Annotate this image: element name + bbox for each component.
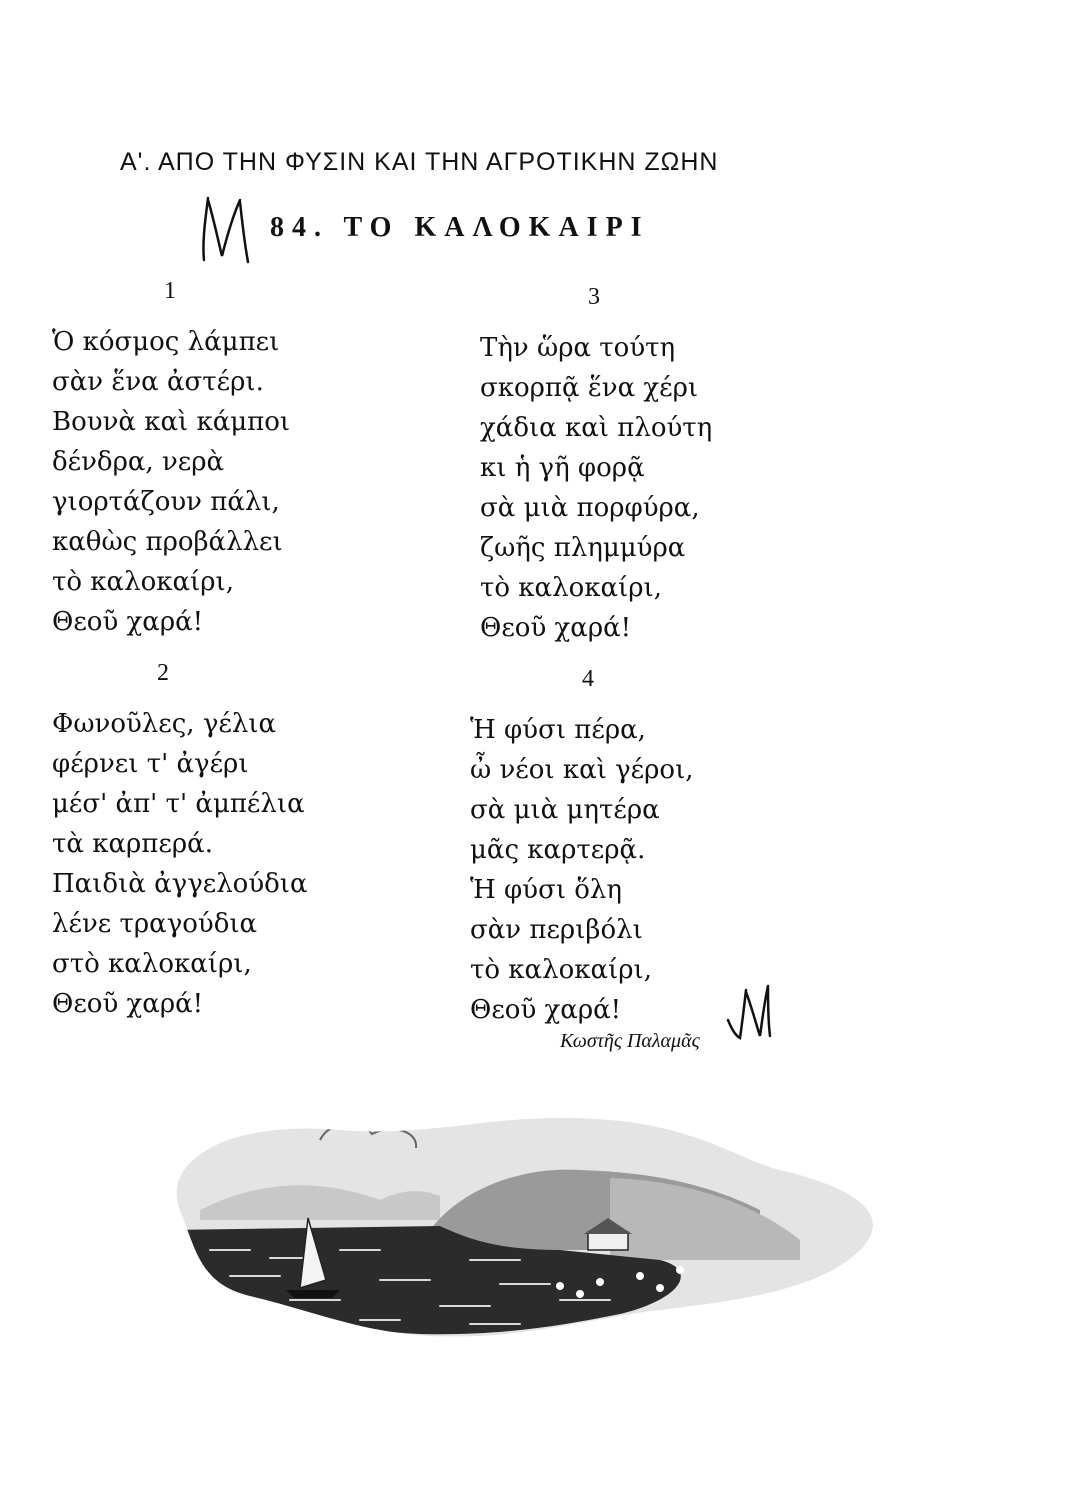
poem-line: σὰν περιβόλι — [470, 915, 643, 945]
section-heading: Α'. ΑΠΟ ΤΗΝ ΦΥΣΙΝ ΚΑΙ ΤΗΝ ΑΓΡΟΤΙΚΗΝ ΖΩΗΝ — [120, 148, 719, 176]
stanza-3 — [480, 328, 712, 648]
handwritten-m-mark-icon — [196, 190, 266, 270]
poem-line: γιορτάζουν πάλι, — [52, 487, 280, 517]
poem-line: Βουνὰ καὶ κάμποι — [52, 407, 291, 437]
poem-line: Παιδιὰ ἀγγελούδια — [52, 869, 308, 899]
poem-line: τὸ καλοκαίρι, — [470, 955, 652, 985]
stanza-2 — [52, 704, 308, 1024]
author-signature: Κωστῆς Παλαμᾶς — [560, 1030, 700, 1052]
poem-line: δένδρα, νερὰ — [52, 447, 225, 477]
poem-line: Φωνοῦλες, γέλια — [52, 709, 277, 739]
stanza-4 — [470, 710, 694, 1030]
poem-line: Τὴν ὥρα τούτη — [480, 333, 676, 363]
handwritten-m-mark-icon — [722, 980, 782, 1044]
poem-line: Θεοῦ χαρά! — [52, 607, 204, 637]
stanza-number: 3 — [588, 284, 600, 310]
poem-line: κι ἡ γῆ φορᾷ — [480, 453, 645, 483]
poem-line: ζωῆς πλημμύρα — [480, 533, 686, 563]
poem-line: χάδια καὶ πλούτη — [480, 413, 713, 443]
poem-line: λένε τραγούδια — [52, 909, 258, 939]
poem-line: στὸ καλοκαίρι, — [52, 949, 252, 979]
poem-line: Ἡ φύσι πέρα, — [470, 715, 646, 745]
poem-line: Ὁ κόσμος λάμπει — [52, 327, 280, 357]
poem-line: ὦ νέοι καὶ γέροι, — [470, 755, 694, 785]
stanza-number: 1 — [164, 278, 176, 304]
poem-line: σκορπᾷ ἕνα χέρι — [480, 373, 699, 403]
stanza-number: 4 — [582, 666, 594, 692]
poem-line: τὸ καλοκαίρι, — [480, 573, 662, 603]
stanza-number: 2 — [157, 660, 169, 686]
stanza-1 — [52, 322, 290, 642]
poem-line: μέσ' ἀπ' τ' ἀμπέλια — [52, 789, 305, 819]
poem-line: σὰ μιὰ πορφύρα, — [480, 493, 700, 523]
poem-line: φέρνει τ' ἀγέρι — [52, 749, 249, 779]
poem-line: Θεοῦ χαρά! — [470, 995, 622, 1025]
poem-title: 84. ΤΟ ΚΑΛΟΚΑΙΡΙ — [270, 212, 650, 243]
poem-line: σὰ μιὰ μητέρα — [470, 795, 660, 825]
poem-line: μᾶς καρτερᾷ. — [470, 835, 646, 865]
poem-line: Θεοῦ χαρά! — [480, 613, 632, 643]
poem-line: Θεοῦ χαρά! — [52, 989, 204, 1019]
poem-line: τὰ καρπερά. — [52, 829, 213, 859]
poem-line: σὰν ἕνα ἀστέρι. — [52, 367, 264, 397]
poem-line: Ἡ φύσι ὅλη — [470, 875, 622, 905]
poem-line: τὸ καλοκαίρι, — [52, 567, 234, 597]
poem-line: καθὼς προβάλλει — [52, 527, 283, 557]
seaside-landscape-illustration — [140, 1100, 940, 1360]
